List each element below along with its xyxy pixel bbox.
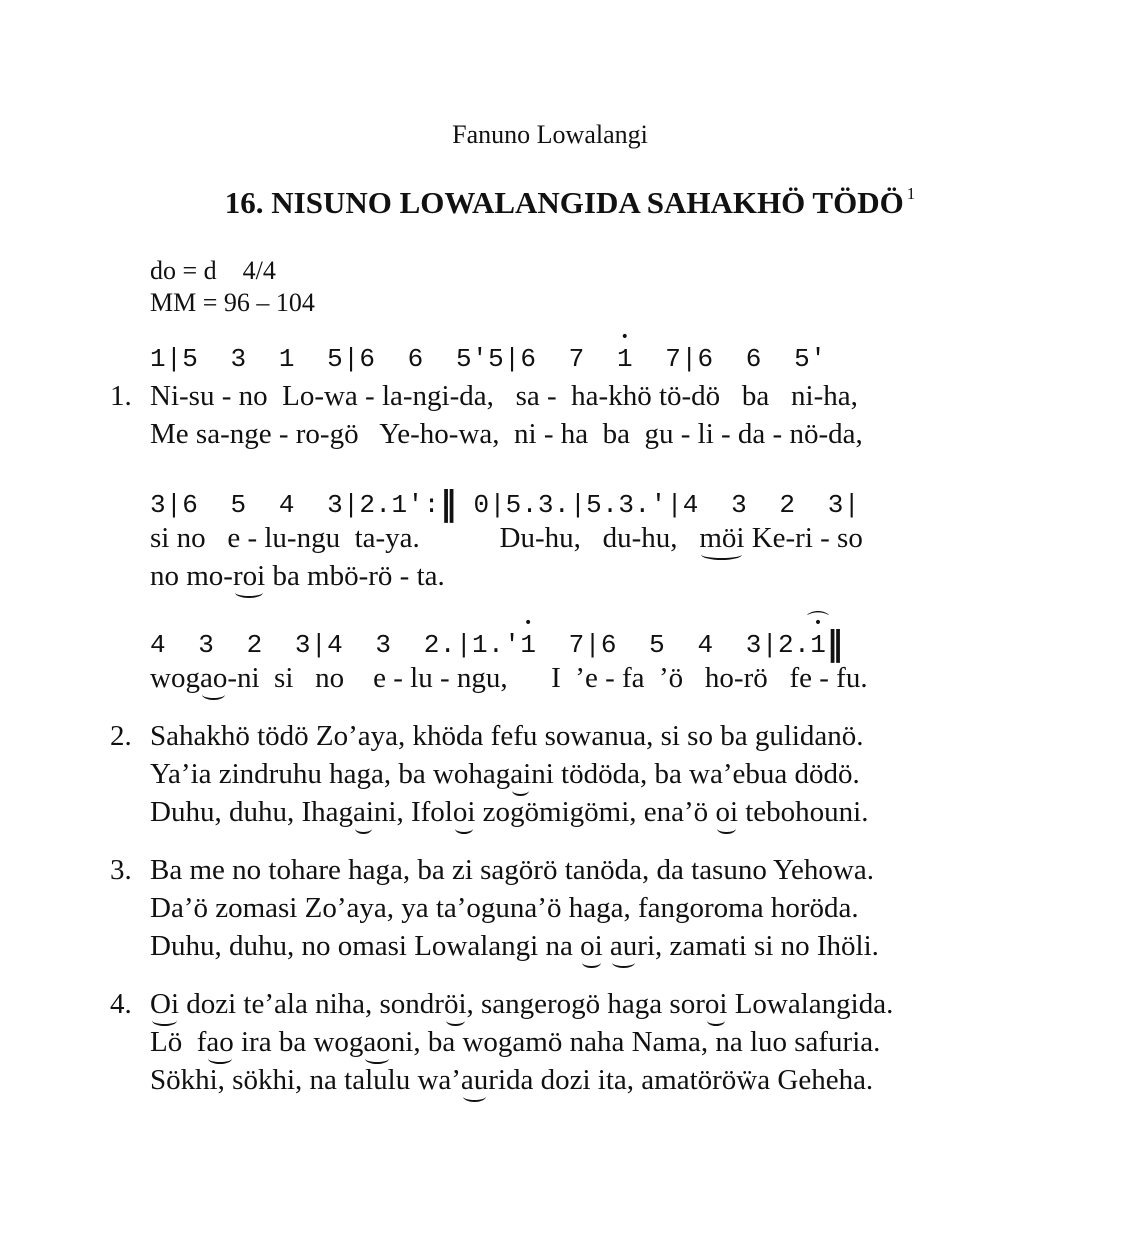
verse-2-line-3 [150, 796, 869, 829]
title-footnote-marker: 1 [906, 184, 916, 203]
lyric-segment: ni, Ifol [373, 796, 453, 828]
lyric-segment: -ni si no e - lu - ngu, I ’e - fa ’ö ho-rö fe - fu. [227, 662, 868, 694]
slurred-syllable: oi [704, 988, 728, 1020]
repeat-barline: ‖ [439, 484, 458, 524]
verse-number-2: 2. [110, 720, 132, 752]
lyric-segment: ni, ba wogamö naha Nama, na luo safuria. [390, 1026, 881, 1058]
lyric-segment: si no e - lu-ngu ta-ya. Du-hu, du-hu, [150, 522, 700, 554]
verse-number-4: 4. [110, 988, 132, 1020]
lyric-segment: , sangerogö haga sor [466, 988, 705, 1020]
lyric-segment: tebohouni. [738, 796, 869, 828]
verse-3-line-1: Ba me no tohare haga, ba zi sagörö tanöda, da tasuno Yehowa. [150, 854, 874, 886]
verse-4-line-3 [150, 1064, 873, 1097]
slurred-syllable: oi [715, 796, 738, 828]
lyric-segment: Lowalangida. [727, 988, 894, 1020]
slurred-syllable: ao [206, 1026, 234, 1058]
verse-3-line-2: Da’ö zomasi Zo’aya, ya ta’oguna’ö haga, fangoroma horöda. [150, 892, 859, 924]
verse-2-line-1: Sahakhö tödö Zo’aya, khöda fefu sowanua, si so ba gulidanö. [150, 720, 864, 752]
key-signature [150, 256, 276, 286]
slurred-syllable: möi [699, 522, 745, 554]
lyric-segment: zogömigömi, ena’ö [475, 796, 716, 828]
lyric-segment: Duhu, duhu, Ihag [150, 796, 353, 828]
key-text: do = d [150, 256, 217, 285]
verse-4-line-1 [150, 988, 893, 1021]
notation-line-3 [150, 624, 844, 664]
notation-line-1 [150, 344, 826, 374]
lyric-segment: rida dozi ita, amatöröẅa Geheha. [488, 1064, 874, 1096]
verse-number-3: 3. [110, 854, 132, 886]
song-title [0, 184, 1125, 221]
verse-1-line-1: Ni-su - no Lo-wa - la-ngi-da, sa - ha-khö tö-dö ba ni-ha, [150, 380, 858, 412]
high-note: • 1 [617, 344, 633, 374]
lyric-segment: ira ba wog [233, 1026, 364, 1058]
lyric-segment: wog [150, 662, 200, 694]
final-barline: ‖ [826, 624, 844, 664]
notation-segment: 1|5 3 1 5|6 6 5'5|6 7 [150, 344, 617, 374]
slurred-syllable: oi [580, 930, 603, 962]
verse-2-line-2 [150, 758, 860, 791]
notation-segment: 3|6 5 4 3|2.1': [150, 490, 440, 520]
high-note: • 1 [520, 630, 536, 660]
verse-1-line-5 [150, 662, 868, 695]
lyric-segment: ni tödöda, ba wa’ebua dödö. [531, 758, 860, 790]
slurred-syllable: ao [199, 662, 228, 694]
tempo-marking: MM = 96 – 104 [150, 288, 315, 317]
verse-1-line-3 [150, 522, 863, 555]
slurred-syllable: roi [232, 560, 266, 592]
lyric-segment: ri, zamati si no Ihöli. [637, 930, 879, 962]
song-title-text: 16. NISUNO LOWALANGIDA SAHAKHÖ TÖDÖ [224, 185, 904, 220]
verse-4-line-2 [150, 1026, 880, 1059]
slurred-syllable: au [460, 1064, 489, 1096]
verse-1-line-2: Me sa-nge - ro-gö Ye-ho-wa, ni - ha ba gu - li - da - nö-da, [150, 418, 863, 450]
lyric-segment: Duhu, duhu, no omasi Lowalangi na [150, 930, 581, 962]
notation-segment: 7|6 5 4 3|2. [536, 630, 811, 660]
notation-segment: 4 3 2 3|4 3 2.|1.' [150, 630, 521, 660]
lyric-segment: dozi te’ala niha, sondr [179, 988, 444, 1020]
slurred-syllable: Oi [150, 988, 179, 1020]
verse-number-1: 1. [110, 380, 132, 412]
slurred-syllable: ai [352, 796, 374, 828]
page-header: Fanuno Lowalangi [452, 120, 648, 149]
lyric-segment [603, 930, 610, 962]
slurred-syllable: ao [363, 1026, 391, 1058]
slurred-syllable: ai [510, 758, 532, 790]
lyric-segment: Ya’ia zindruhu haga, ba wohag [150, 758, 511, 790]
verse-1-line-4 [150, 560, 445, 593]
lyric-segment: no mo- [150, 560, 233, 592]
slurred-syllable: au [609, 930, 638, 962]
verse-3-line-3 [150, 930, 879, 963]
slurred-syllable: öi [443, 988, 467, 1020]
fermata-note: ⌒ 1 • [810, 630, 826, 660]
notation-segment: 0|5.3.|5.3.'|4 3 2 3| [457, 490, 860, 520]
lyric-segment: Sökhi, sökhi, na talulu wa’ [150, 1064, 461, 1096]
notation-segment: 7|6 6 5' [633, 344, 827, 374]
lyric-segment: ba mbö-rö - ta. [265, 560, 445, 592]
lyric-segment: Lö f [150, 1026, 207, 1058]
notation-line-2 [150, 484, 860, 524]
slurred-syllable: oi [452, 796, 476, 828]
lyric-segment: Ke-ri - so [744, 522, 863, 554]
time-signature: 4/4 [242, 256, 276, 285]
